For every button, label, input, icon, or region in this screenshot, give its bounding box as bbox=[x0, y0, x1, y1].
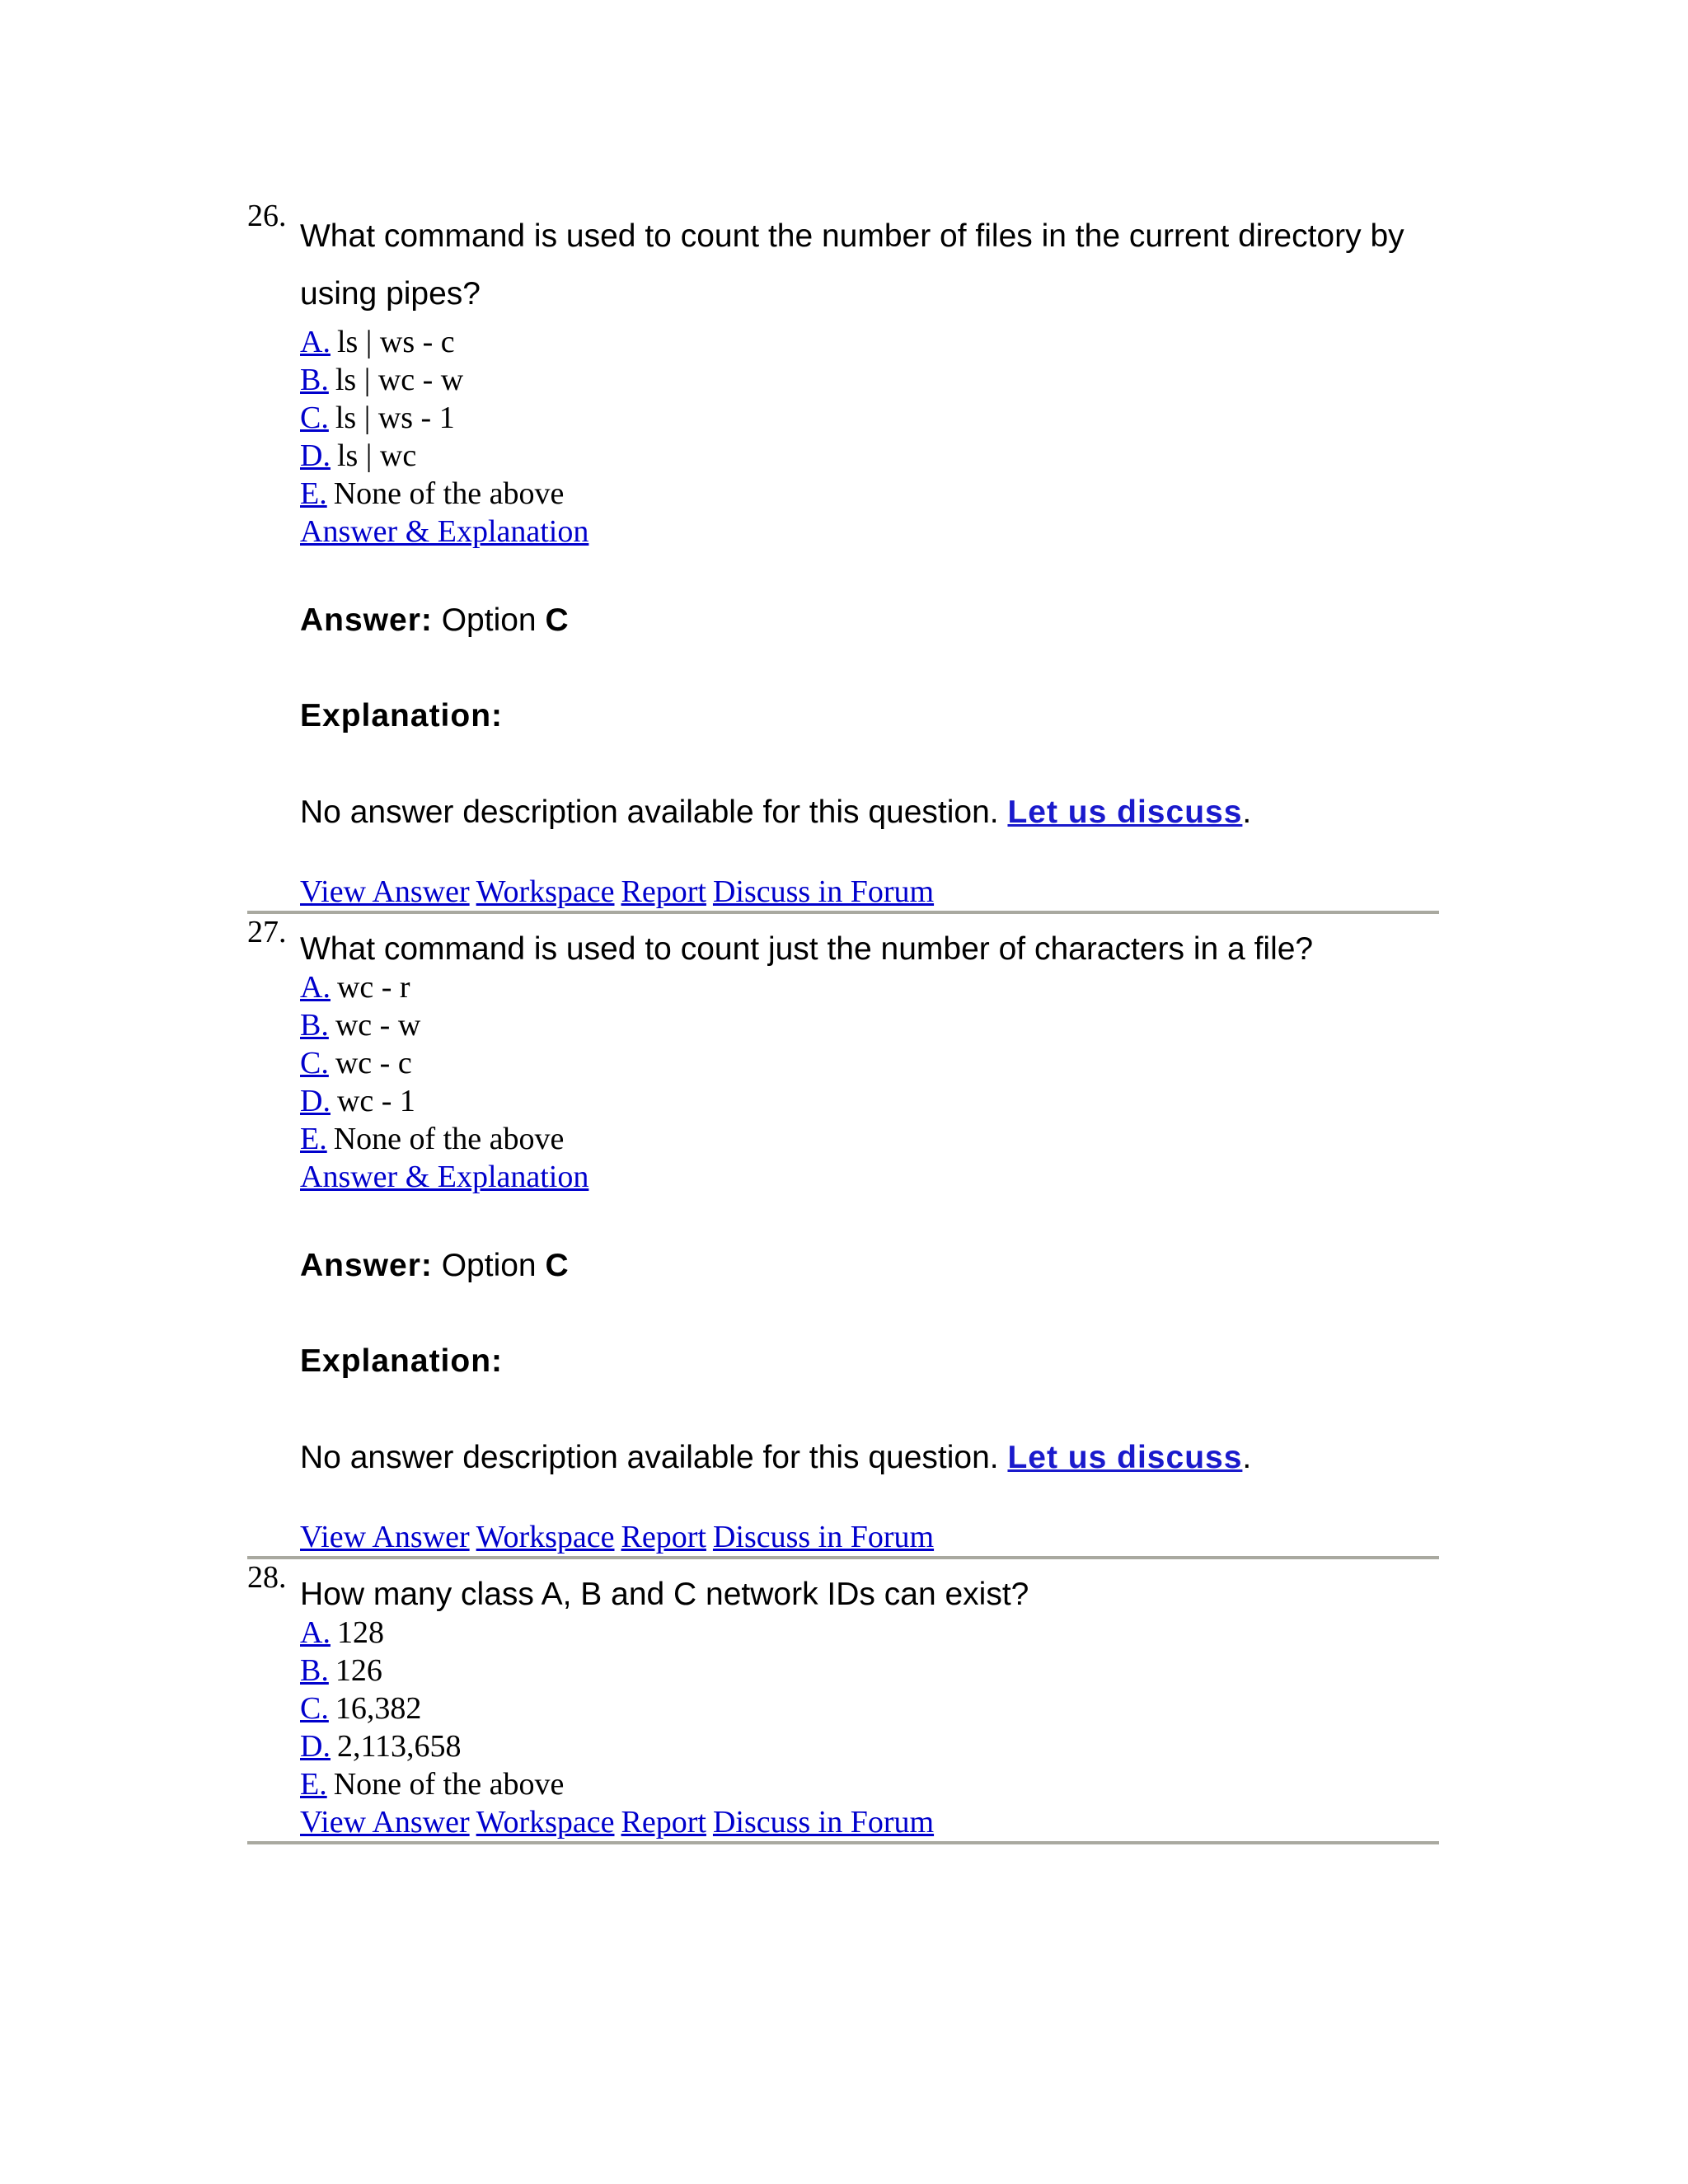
answer-prefix: Option bbox=[441, 1248, 537, 1283]
let-us-discuss-link[interactable]: Let us discuss bbox=[1007, 1440, 1243, 1475]
option-b bbox=[300, 1652, 1442, 1690]
explanation-label: Explanation: bbox=[300, 1343, 504, 1379]
option-d-text: ls | wc bbox=[336, 438, 417, 473]
report-link[interactable]: Report bbox=[621, 874, 706, 909]
divider bbox=[247, 1841, 1439, 1844]
discuss-in-forum-link[interactable]: Discuss in Forum bbox=[712, 1805, 935, 1840]
option-a-link[interactable]: A. bbox=[300, 1615, 331, 1650]
discuss-in-forum-link[interactable]: Discuss in Forum bbox=[712, 1520, 935, 1554]
question-footer-links bbox=[300, 873, 1442, 911]
answer-option: C bbox=[545, 602, 569, 638]
view-answer-link[interactable]: View Answer bbox=[300, 1805, 470, 1840]
question-body bbox=[300, 914, 1442, 1556]
option-e bbox=[300, 1765, 1442, 1803]
answer-line bbox=[300, 1247, 1442, 1285]
option-c-text: ls | ws - 1 bbox=[335, 401, 455, 435]
explanation-text: No answer description available for this question. bbox=[300, 1440, 999, 1475]
explanation-label: Explanation: bbox=[300, 698, 504, 733]
answer-explanation-link[interactable]: Answer & Explanation bbox=[300, 1160, 589, 1194]
option-a bbox=[300, 1614, 1442, 1652]
report-link[interactable]: Report bbox=[621, 1805, 706, 1840]
workspace-link[interactable]: Workspace bbox=[476, 1805, 615, 1840]
question-27 bbox=[247, 914, 1442, 1559]
quiz-page bbox=[247, 198, 1442, 1844]
question-26 bbox=[247, 198, 1442, 914]
answer-label: Answer: bbox=[300, 602, 433, 638]
answer-option: C bbox=[545, 1248, 569, 1283]
option-d bbox=[300, 1727, 1442, 1765]
option-c bbox=[300, 399, 1442, 437]
option-d bbox=[300, 437, 1442, 475]
view-answer-link[interactable]: View Answer bbox=[300, 1520, 470, 1554]
workspace-link[interactable]: Workspace bbox=[476, 874, 615, 909]
option-c bbox=[300, 1690, 1442, 1727]
option-a-text: 128 bbox=[336, 1615, 384, 1650]
option-a-text: ls | ws - c bbox=[336, 325, 455, 359]
option-d-link[interactable]: D. bbox=[300, 438, 331, 473]
question-body bbox=[300, 198, 1442, 911]
question-text: What command is used to count the number of files in the current directory by using pipes? bbox=[300, 218, 1404, 312]
explanation-text: No answer description available for this question. bbox=[300, 794, 999, 830]
question-footer-links bbox=[300, 1518, 1442, 1556]
let-us-discuss-link[interactable]: Let us discuss bbox=[1007, 794, 1243, 830]
option-b-link[interactable]: B. bbox=[300, 1653, 329, 1688]
option-b-text: wc - w bbox=[335, 1008, 421, 1043]
question-text: How many class A, B and C network IDs can exist? bbox=[300, 1577, 1029, 1612]
option-a bbox=[300, 968, 1442, 1006]
option-b-link[interactable]: B. bbox=[300, 363, 329, 397]
explanation-text-line bbox=[300, 1439, 1442, 1477]
option-e-link[interactable]: E. bbox=[300, 1122, 327, 1156]
option-c-link[interactable]: C. bbox=[300, 401, 329, 435]
answer-block bbox=[300, 1247, 1442, 1477]
option-c-text: wc - c bbox=[335, 1046, 412, 1080]
answer-label: Answer: bbox=[300, 1248, 433, 1283]
option-e bbox=[300, 475, 1442, 513]
option-e-text: None of the above bbox=[333, 1122, 565, 1156]
option-c-link[interactable]: C. bbox=[300, 1691, 329, 1726]
option-a-link[interactable]: A. bbox=[300, 970, 331, 1005]
option-e bbox=[300, 1120, 1442, 1158]
view-answer-link[interactable]: View Answer bbox=[300, 874, 470, 909]
answer-line bbox=[300, 602, 1442, 640]
discuss-in-forum-link[interactable]: Discuss in Forum bbox=[712, 874, 935, 909]
option-b bbox=[300, 361, 1442, 399]
option-d-link[interactable]: D. bbox=[300, 1729, 331, 1764]
question-number: 28. bbox=[247, 1560, 287, 1595]
discuss-suffix: . bbox=[1242, 794, 1252, 830]
option-d-text: 2,113,658 bbox=[336, 1729, 462, 1764]
option-c-link[interactable]: C. bbox=[300, 1046, 329, 1080]
option-b-text: 126 bbox=[335, 1653, 382, 1688]
option-b-link[interactable]: B. bbox=[300, 1008, 329, 1043]
workspace-link[interactable]: Workspace bbox=[476, 1520, 615, 1554]
question-28 bbox=[247, 1559, 1442, 1844]
question-footer-links bbox=[300, 1803, 1442, 1841]
answer-explanation-link[interactable]: Answer & Explanation bbox=[300, 514, 589, 549]
answer-block bbox=[300, 602, 1442, 832]
report-link[interactable]: Report bbox=[621, 1520, 706, 1554]
option-e-link[interactable]: E. bbox=[300, 1767, 327, 1802]
question-text: What command is used to count just the number of characters in a file? bbox=[300, 931, 1314, 967]
option-a-text: wc - r bbox=[336, 970, 410, 1005]
answer-prefix: Option bbox=[441, 602, 537, 638]
question-number: 27. bbox=[247, 915, 287, 949]
question-number: 26. bbox=[247, 199, 287, 233]
explanation-text-line bbox=[300, 794, 1442, 832]
option-a bbox=[300, 323, 1442, 361]
discuss-suffix: . bbox=[1242, 1440, 1252, 1475]
option-a-link[interactable]: A. bbox=[300, 325, 331, 359]
question-body bbox=[300, 1559, 1442, 1841]
option-c-text: 16,382 bbox=[335, 1691, 422, 1726]
option-b bbox=[300, 1006, 1442, 1044]
option-d bbox=[300, 1082, 1442, 1120]
option-e-text: None of the above bbox=[333, 476, 565, 511]
option-d-text: wc - 1 bbox=[336, 1084, 415, 1118]
option-e-text: None of the above bbox=[333, 1767, 565, 1802]
option-b-text: ls | wc - w bbox=[335, 363, 464, 397]
option-e-link[interactable]: E. bbox=[300, 476, 327, 511]
option-d-link[interactable]: D. bbox=[300, 1084, 331, 1118]
option-c bbox=[300, 1044, 1442, 1082]
